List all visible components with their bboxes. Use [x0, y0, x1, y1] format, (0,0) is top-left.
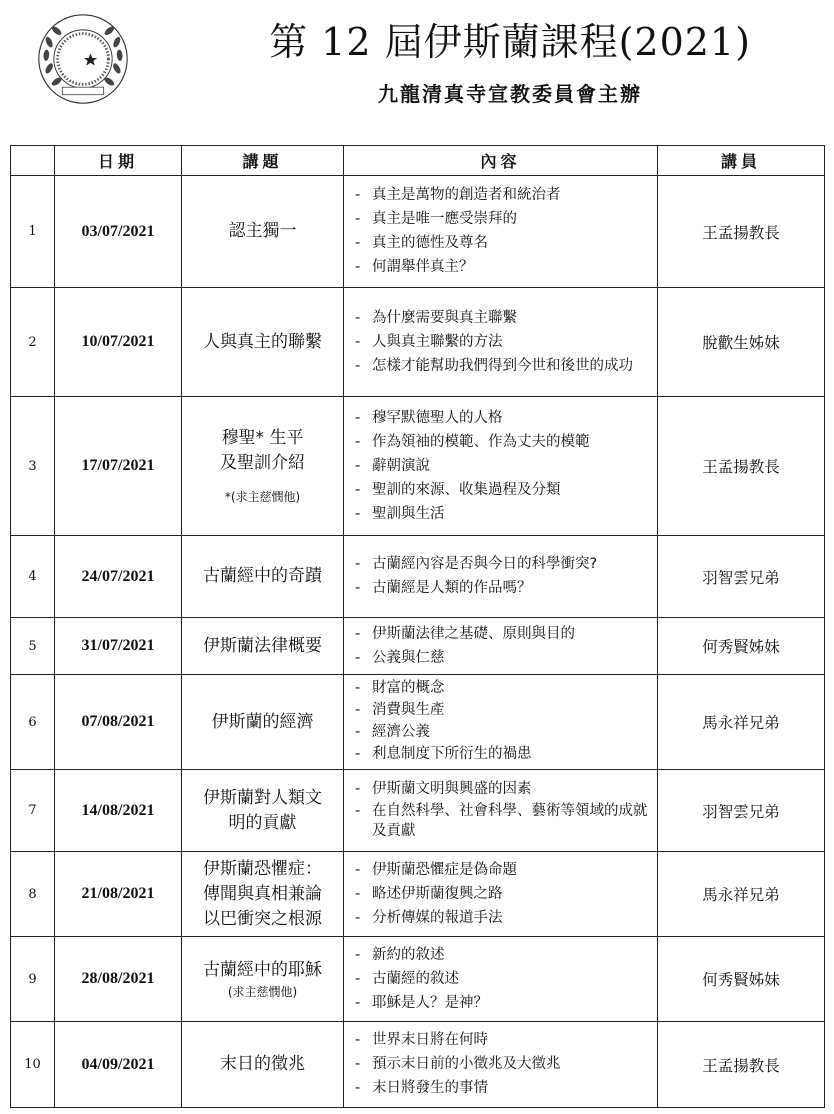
topic-line: 明的貢獻 — [228, 812, 297, 833]
row-content — [344, 937, 658, 1022]
topic-line: 認主獨一 — [228, 221, 297, 241]
topic-line: 古蘭經中的耶穌 — [203, 959, 322, 980]
content-item: - 預示末日前的小徵兆及大徵兆 — [354, 1054, 649, 1075]
course-schedule-table — [10, 145, 825, 1108]
row-speaker: 王孟揚教長 — [658, 397, 825, 536]
content-item: - 為什麼需要與真主聯繫 — [354, 308, 649, 329]
header-number — [11, 146, 55, 176]
content-item: - 經濟公義 — [354, 722, 649, 742]
table-header-row — [11, 146, 825, 176]
table-row — [11, 288, 825, 397]
content-item: - 古蘭經是人類的作品嗎？ — [354, 578, 649, 599]
topic-line: 伊斯蘭對人類文 — [203, 787, 322, 808]
content-item: - 人與真主聯繫的方法 — [354, 332, 649, 353]
topic-line: 人與真主的聯繫 — [203, 331, 322, 352]
content-item: - 真主是萬物的創造者和統治者 — [354, 185, 649, 206]
topic-line: 伊斯蘭恐懼症： — [203, 858, 322, 879]
row-speaker: 羽智雲兄弟 — [658, 770, 825, 852]
row-topic — [182, 770, 344, 852]
table-row — [11, 397, 825, 536]
table-row — [11, 1022, 825, 1108]
row-number: 6 — [11, 675, 55, 770]
row-date: 17/07/2021 — [55, 397, 182, 536]
row-topic — [182, 536, 344, 618]
row-speaker: 羽智雲兄弟 — [658, 536, 825, 618]
row-date: 10/07/2021 — [55, 288, 182, 397]
content-item: - 何謂舉伴真主？ — [354, 257, 649, 278]
row-content — [344, 770, 658, 852]
row-number: 1 — [11, 176, 55, 288]
topic-note: *(求主慈憫他) — [224, 490, 301, 504]
row-topic — [182, 397, 344, 536]
row-content — [344, 852, 658, 937]
row-speaker: 馬永祥兄弟 — [658, 675, 825, 770]
content-item: - 伊斯蘭恐懼症是偽命題 — [354, 860, 649, 881]
row-content — [344, 288, 658, 397]
content-item: - 聖訓的來源、收集過程及分類 — [354, 480, 649, 501]
topic-line: 古蘭經中的奇蹟 — [203, 566, 322, 586]
row-content — [344, 176, 658, 288]
content-item: - 末日將發生的事情 — [354, 1078, 649, 1099]
row-date: 04/09/2021 — [55, 1022, 182, 1108]
content-item: - 消費與生產 — [354, 700, 649, 720]
row-number: 3 — [11, 397, 55, 536]
row-number: 7 — [11, 770, 55, 852]
row-date: 07/08/2021 — [55, 675, 182, 770]
header-content: 內容 — [344, 146, 658, 176]
content-item: - 利息制度下所衍生的禍患 — [354, 744, 649, 764]
row-number: 4 — [11, 536, 55, 618]
row-topic — [182, 288, 344, 397]
row-speaker: 王孟揚教長 — [658, 1022, 825, 1108]
row-date: 14/08/2021 — [55, 770, 182, 852]
content-item: - 在自然科學、社會科學、藝術等領域的成就及貢獻 — [354, 801, 649, 841]
row-speaker: 王孟揚教長 — [658, 176, 825, 288]
topic-line: 穆聖* 生平 — [221, 428, 304, 448]
content-item: - 怎樣才能幫助我們得到今世和後世的成功 — [354, 356, 649, 377]
row-number: 9 — [11, 937, 55, 1022]
content-item: - 伊斯蘭法律之基礎、原則與目的 — [354, 624, 649, 645]
row-speaker: 何秀賢姊妹 — [658, 937, 825, 1022]
row-content — [344, 618, 658, 675]
content-item: - 真主的德性及尊名 — [354, 233, 649, 254]
content-item: - 耶穌是人？是神？ — [354, 993, 649, 1014]
content-item: - 穆罕默德聖人的人格 — [354, 408, 649, 429]
row-number: 5 — [11, 618, 55, 675]
content-item: - 公義與仁慈 — [354, 648, 649, 669]
row-speaker: 馬永祥兄弟 — [658, 852, 825, 937]
row-content — [344, 1022, 658, 1108]
topic-line: 伊斯蘭法律概要 — [203, 635, 322, 656]
row-topic — [182, 937, 344, 1022]
table-row — [11, 937, 825, 1022]
row-date: 28/08/2021 — [55, 937, 182, 1022]
row-date: 24/07/2021 — [55, 536, 182, 618]
topic-line: 及聖訓介紹 — [220, 453, 305, 473]
header-speaker: 講員 — [658, 146, 825, 176]
content-item: - 伊斯蘭文明與興盛的因素 — [354, 779, 649, 799]
page-title: 第 12 屆伊斯蘭課程(2021) — [269, 20, 751, 64]
content-item: - 財富的概念 — [354, 678, 649, 698]
logo-emblem — [36, 12, 130, 106]
table-row — [11, 176, 825, 288]
table-row — [11, 770, 825, 852]
content-item: - 古蘭經的敘述 — [354, 969, 649, 990]
row-topic — [182, 852, 344, 937]
row-number: 2 — [11, 288, 55, 397]
header-topic: 講題 — [182, 146, 344, 176]
topic-line: 末日的徵兆 — [220, 1054, 305, 1074]
row-date: 21/08/2021 — [55, 852, 182, 937]
star-icon — [84, 53, 97, 65]
row-number: 10 — [11, 1022, 55, 1108]
table-row — [11, 536, 825, 618]
table-row — [11, 618, 825, 675]
topic-line: 以巴衝突之根源 — [203, 908, 322, 929]
row-content — [344, 536, 658, 618]
row-content — [344, 675, 658, 770]
row-speaker: 脫歡生姊妹 — [658, 288, 825, 397]
row-date: 03/07/2021 — [55, 176, 182, 288]
row-number: 8 — [11, 852, 55, 937]
content-item: - 辭朝演說 — [354, 456, 649, 477]
content-item: - 略述伊斯蘭復興之路 — [354, 884, 649, 905]
row-date: 31/07/2021 — [55, 618, 182, 675]
content-item: - 世界末日將在何時 — [354, 1030, 649, 1051]
content-item: - 分析傳媒的報道手法 — [354, 908, 649, 929]
content-item: - 聖訓與生活 — [354, 504, 649, 525]
content-item: - 新約的敘述 — [354, 945, 649, 966]
row-topic — [182, 176, 344, 288]
topic-note: (求主慈憫他) — [227, 984, 298, 999]
table-row — [11, 675, 825, 770]
topic-line: 傳聞與真相兼論 — [203, 883, 322, 904]
content-item: - 作為領袖的模範、作為丈夫的模範 — [354, 432, 649, 453]
content-item: - 真主是唯一應受崇拜的 — [354, 209, 649, 230]
row-topic — [182, 618, 344, 675]
page-subtitle: 九龍清真寺宣教委員會主辦 — [378, 82, 642, 106]
crescent-icon — [64, 44, 79, 74]
row-topic — [182, 1022, 344, 1108]
content-item: - 古蘭經內容是否與今日的科學衝突? — [354, 554, 649, 575]
topic-line: 伊斯蘭的經濟 — [211, 711, 314, 732]
row-content — [344, 397, 658, 536]
row-topic — [182, 675, 344, 770]
table-row — [11, 852, 825, 937]
header-date: 日期 — [55, 146, 182, 176]
row-speaker: 何秀賢姊妹 — [658, 618, 825, 675]
